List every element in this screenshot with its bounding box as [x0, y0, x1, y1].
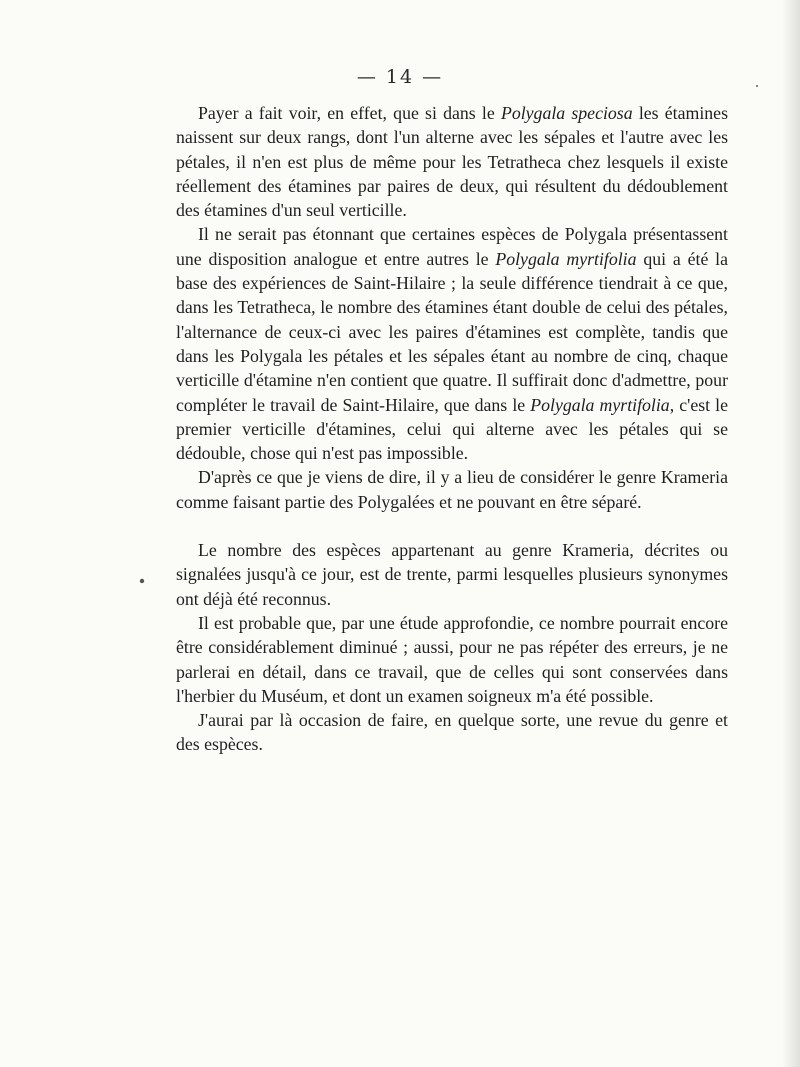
paragraph [176, 101, 728, 222]
text-segment: D'après ce que je viens de dire, il y a lieu de considérer le genre Krameria comme faisant partie des Polygalées et ne pouvant en être séparé. [176, 467, 728, 512]
text-segment: les étamines naissent sur deux rangs, dont l'un alterne avec les sépales et l'autre avec les pétales, il n'en est plus de même pour les Tetratheca chez lesquels il existe réellement des étamines par paires de deux, qui résultent du dédoublement des étamines d'un seul verticille. [176, 103, 728, 221]
species-name: Polygala speciosa [500, 103, 633, 123]
body-text [176, 101, 728, 757]
species-name: Polygala myrtifolia [530, 394, 670, 415]
species-name: Polygala myrtifolia [495, 248, 637, 269]
ink-speck [140, 579, 144, 583]
paragraph [176, 538, 728, 611]
paragraph [176, 222, 728, 465]
text-segment: Payer a fait voir, en effet, que si dans le [198, 103, 501, 123]
page-number: — 14 — [356, 66, 444, 88]
page-edge-shadow [782, 0, 800, 1067]
paragraph [176, 465, 728, 514]
text-segment: Il ne serait pas étonnant que certaines espèces de Polygala présentassent une disposition analogue et entre autres le [176, 224, 728, 269]
text-segment: , c'est le premier verticille d'étamines, celui qui alterne avec les pétales qui se dédouble, chose qui n'est pas impossible. [176, 394, 728, 464]
text-segment: Le nombre des espèces appartenant au genre Krameria, décrites ou signalées jusqu'à ce jour, est de trente, parmi lesquelles plusieurs synonymes ont déjà été reconnus. [176, 540, 728, 609]
text-segment: Il est probable que, par une étude approfondie, ce nombre pourrait encore être considérablement diminué ; aussi, pour ne pas répéter des erreurs, je ne parlerai en détail, dans ce travail, que de celles qui sont conservées dans l'herbier du Muséum, et dont un examen soigneux m'a été possible. [176, 612, 728, 706]
text-segment: J'aurai par là occasion de faire, en quelque sorte, une revue du genre et des espèces. [176, 710, 728, 755]
text-segment: qui a été la base des expériences de Saint-Hilaire ; la seule différence tiendrait à ce que, dans les Tetratheca, le nombre des étamines étant double de celui des pétales, l'alternance de ceux-ci avec les paires d'étamines est complète, tandis que dans les Polygala les pétales et les sépales étant au nombre de cinq, chaque verticille d'étamine n'en contient que quatre. Il suffirait donc d'admettre, pour compléter le travail de Saint-Hilaire, que dans le [176, 248, 729, 415]
paragraph [176, 708, 728, 757]
paragraph [176, 611, 728, 708]
